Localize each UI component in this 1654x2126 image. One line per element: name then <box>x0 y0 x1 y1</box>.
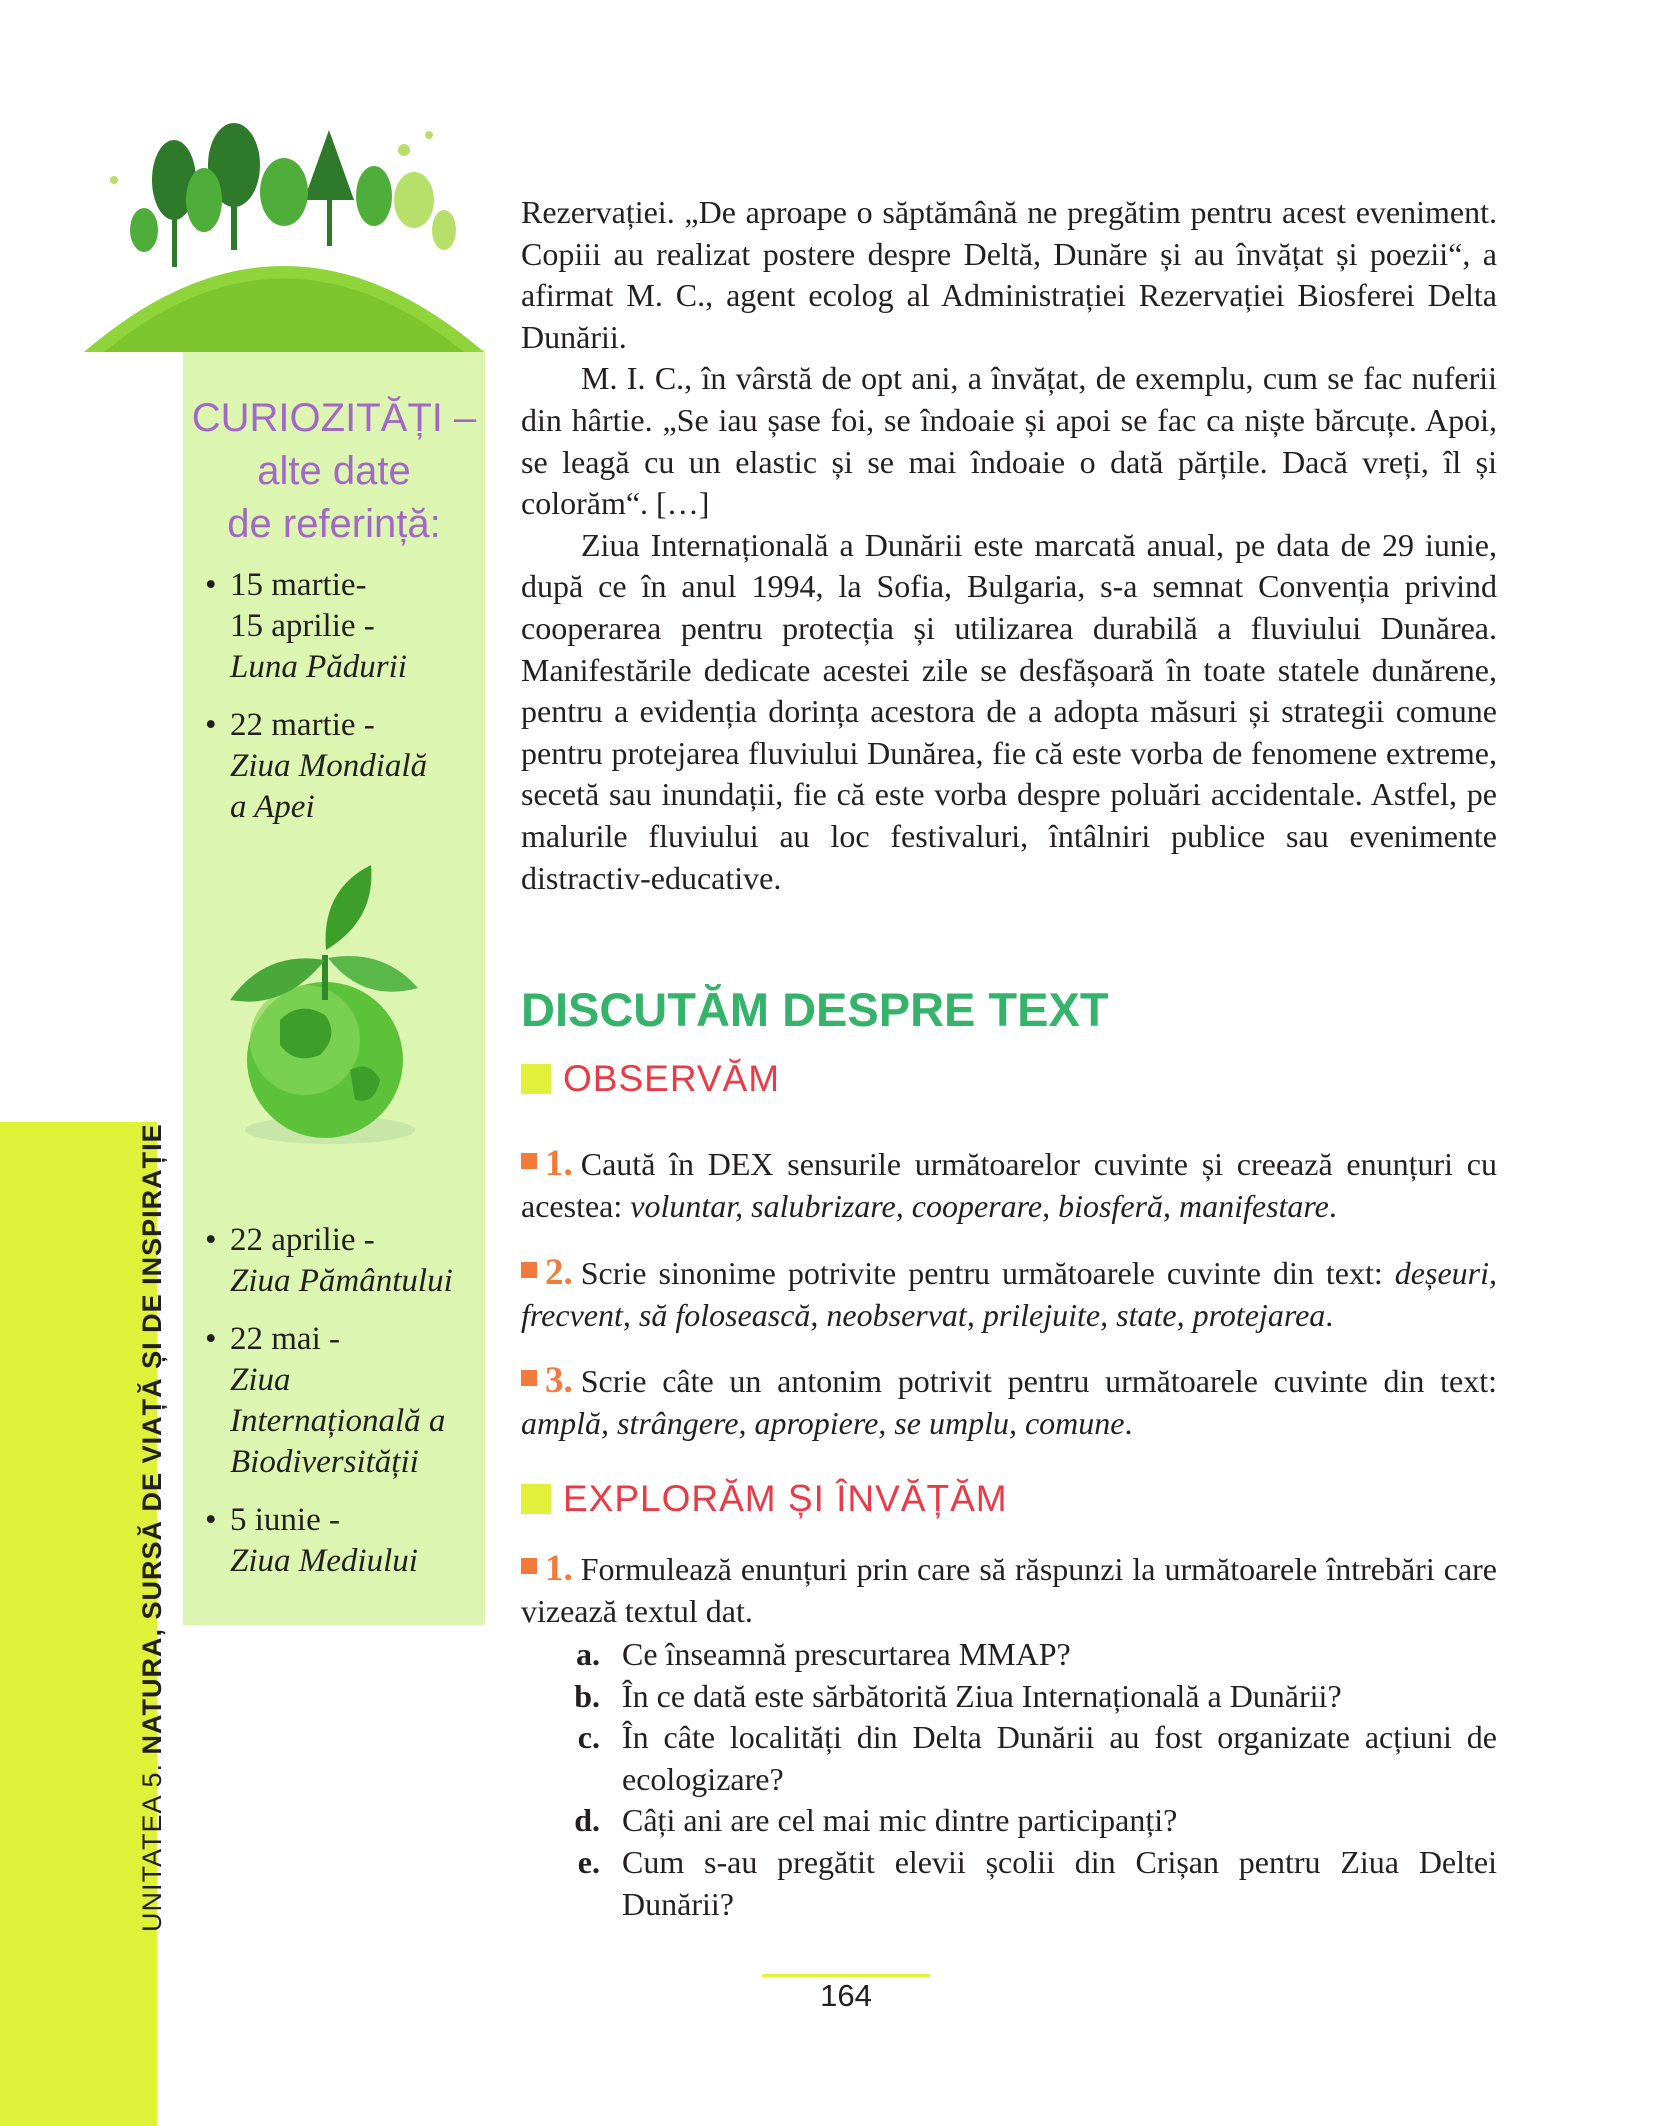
question-letter: d. <box>574 1802 600 1839</box>
exercise-end: . <box>1124 1404 1133 1441</box>
article-text <box>521 192 1497 899</box>
side-band <box>0 1122 157 2126</box>
exercise-2 <box>521 1252 1497 1336</box>
date-text: • 22 martie - <box>230 707 375 743</box>
curiosities-heading <box>183 392 485 551</box>
square-bullet-icon <box>521 1262 537 1278</box>
question-item <box>521 1634 1497 1676</box>
question-letter: b. <box>574 1677 600 1714</box>
event-name: Ziua Internațională a Biodiversității <box>230 1362 446 1480</box>
exercise-text: Caută în DEX sensurile următoarelor cuvinte și creează enunțuri cu acestea: <box>521 1146 1497 1224</box>
square-bullet-icon <box>521 1064 551 1094</box>
trees-on-hill-illustration <box>84 120 484 352</box>
page-number: 164 <box>820 1978 872 2013</box>
date-item <box>205 1220 495 1302</box>
exercise-number: 1. <box>545 1143 573 1184</box>
article-paragraph-3: Ziua Internațională a Dunării este marcată anual, pe data de 29 iunie, după ce în anul 1994, la Sofia, Bulgaria, s-a semnat Convenția privind cooperarea pentru protecția și utilizarea durabilă a fluviului Dunărea. Manifestările dedicate acestei zile se desfășoară în toate statele dunărene, pentru a evidenția dorința acestora de a adopta măsuri și strategii comune pentru protejarea fluviului Dunărea, fie că este vorba de fenomene extreme, secetă sau inundații, fie că este vorba despre poluări accidentale. Astfel, pe malurile fluviului au loc festivaluri, întâlniri publice sau evenimente distractiv-educative. <box>521 526 1497 896</box>
date-item <box>205 565 495 688</box>
exercise-words: deșeuri, frecvent, să folosească, neobservat, prilejuite, state, protejarea <box>521 1255 1497 1333</box>
exercise-number: 1. <box>545 1548 573 1589</box>
question-text: Câți ani are cel mai mic dintre participanți? <box>622 1802 1178 1839</box>
exercise-number: 3. <box>545 1360 573 1401</box>
event-name: Ziua Mondială a Apei <box>230 748 428 825</box>
question-item <box>521 1800 1497 1842</box>
question-item <box>521 1842 1497 1925</box>
date-item <box>205 1319 495 1483</box>
observam-title: OBSERVĂM <box>563 1058 781 1099</box>
exercise-words: amplă, strângere, apropiere, se umplu, comune <box>521 1404 1125 1441</box>
square-bullet-icon <box>521 1153 537 1169</box>
heading-line-2: alte date <box>257 449 411 493</box>
exploram-heading <box>521 1478 1008 1520</box>
question-text: Cum s-au pregătit elevii școlii din Crișan pentru Ziua Deltei Dunării? <box>622 1843 1497 1922</box>
exercise-1 <box>521 1143 1497 1227</box>
question-text: În ce dată este sărbătorită Ziua Internațională a Dunării? <box>622 1677 1342 1714</box>
date-text: • 15 martie- 15 aprilie - <box>230 567 375 644</box>
page-number-rule <box>762 1974 930 1977</box>
exercise-text: Scrie câte un antonim potrivit pentru următoarele cuvinte din text: <box>580 1363 1497 1399</box>
article-paragraph-2: M. I. C., în vârstă de opt ani, a învățat, de exemplu, cum se fac nuferii din hârtie. „Se iau șase foi, se îndoaie și apoi se fac ca niște bărcuțe. Apoi, se leagă cu un elastic și se mai îndoaie o dată părțile. Dacă vreți, îl și colorăm“. […] <box>521 360 1497 522</box>
unit-number: UNITATEA 5. <box>137 1762 167 1932</box>
section-title: DISCUTĂM DESPRE TEXT <box>521 983 1109 1036</box>
exercise-text: Formulează enunțuri prin care să răspunzi la următoarele întrebări care vizează textul dat. <box>521 1551 1497 1629</box>
date-item <box>205 705 495 828</box>
heading-line-1: CURIOZITĂȚI – <box>191 396 477 440</box>
question-item <box>521 1717 1497 1800</box>
sprout-globe-illustration <box>210 860 440 1150</box>
square-bullet-icon <box>521 1484 551 1514</box>
exploram-title: EXPLORĂM ȘI ÎNVĂȚĂM <box>563 1478 1008 1519</box>
exercise-words: voluntar, salubrizare, cooperare, biosferă, manifestare <box>630 1187 1329 1224</box>
unit-title: NATURA, SURSĂ DE VIAȚĂ ȘI DE INSPIRAȚIE <box>137 1123 167 1755</box>
question-letter: c. <box>577 1719 600 1756</box>
event-name: Ziua Mediului <box>230 1543 418 1579</box>
observam-heading <box>521 1058 780 1100</box>
square-bullet-icon <box>521 1558 537 1574</box>
explore-exercise-1 <box>521 1548 1497 1632</box>
exercise-end: . <box>1325 1296 1334 1333</box>
date-text: • 5 iunie - <box>230 1502 340 1538</box>
event-name: Ziua Pământului <box>230 1263 453 1299</box>
reference-dates-top <box>205 565 495 845</box>
question-letter: a. <box>576 1636 600 1672</box>
article-paragraph-1: Rezervației. „De aproape o săptămână ne pregătim pentru acest eveniment. Copiii au realizat postere despre Deltă, Dunăre și au învățat și poezii“, a afirmat M. C., agent ecolog al Administrației Rezervației Biosferei Delta Dunării. <box>521 194 1497 355</box>
exercise-end: . <box>1328 1187 1337 1224</box>
question-text: Ce înseamnă prescurtarea MMAP? <box>622 1636 1071 1672</box>
date-item <box>205 1500 495 1582</box>
questions-list <box>521 1634 1497 1925</box>
exercise-3 <box>521 1360 1497 1444</box>
question-text: În câte localități din Delta Dunării au fost organizate acțiuni de ecologizare? <box>622 1719 1497 1797</box>
date-text: • 22 aprilie - <box>230 1222 375 1258</box>
date-text: • 22 mai - <box>230 1321 340 1357</box>
event-name: Luna Pădurii <box>230 649 407 685</box>
question-letter: e. <box>577 1843 600 1880</box>
square-bullet-icon <box>521 1370 537 1386</box>
unit-label <box>137 1123 168 1932</box>
question-item <box>521 1676 1497 1718</box>
heading-line-3: de referință: <box>227 502 441 546</box>
exercise-text: Scrie sinonime potrivite pentru următoarele cuvinte din text: <box>580 1255 1395 1291</box>
exercise-number: 2. <box>545 1252 573 1293</box>
reference-dates-bottom <box>205 1220 495 1599</box>
